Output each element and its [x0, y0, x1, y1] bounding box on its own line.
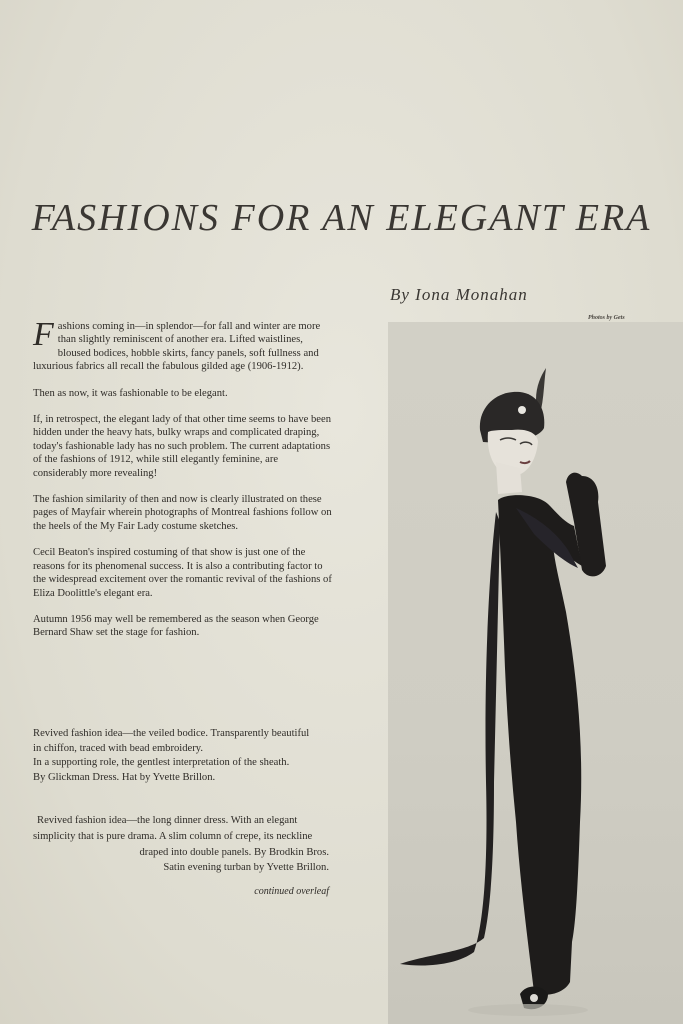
article-paragraph-5: Cecil Beaton's inspired costuming of that show is just one of the reasons for its phenomenal success. It is also a contributing factor to the widespread excitement over the romantic revival of the fashions of Eliza Doolittle's elegant era.: [33, 547, 332, 599]
page-title: FASHIONS FOR AN ELEGANT ERA: [31, 197, 652, 239]
byline: By Iona Monahan: [390, 285, 528, 304]
article-body: [33, 316, 333, 653]
fashion-photo: [388, 322, 683, 1024]
photo-credit: Photos by Gets: [588, 315, 625, 321]
article-paragraph-3: If, in retrospect, the elegant lady of that other time seems to have been hidden under the heavy hats, bulky wraps and complicated draping, today's fashionable lady has no such problem. The current adaptations of the fashions of 1912, while still elegantly feminine, are considerably more revealing!: [33, 414, 331, 479]
continued-overleaf: continued overleaf: [254, 886, 329, 897]
caption-line: Satin evening turban by Yvette Brillon.: [163, 862, 329, 874]
shoe-buckle: [530, 994, 538, 1002]
caption-dinner-dress: [33, 813, 329, 876]
article-paragraph-1: Fashions coming in—in splendor—for fall and winter are more than slightly reminiscent of another era. Lifted waistlines, bloused bodices, hobble skirts, fancy panels, soft fullness and luxurious fabrics all recall the fabulous gilded age (1906-1912).: [33, 316, 321, 373]
caption-line: By Glickman Dress. Hat by Yvette Brillon.: [33, 771, 216, 783]
long-dinner-dress: [498, 495, 582, 995]
draped-panel: [400, 512, 500, 966]
turban-jewel: [518, 406, 526, 414]
caption-line: In a supporting role, the gentlest interpretation of the sheath.: [33, 757, 290, 768]
caption-veiled-bodice: [33, 727, 333, 785]
caption-line: draped into double panels. By Brodkin Bros.: [139, 846, 329, 858]
article-paragraph-4: The fashion similarity of then and now is clearly illustrated on these pages of Mayfair wherein photographs of Montreal fashions follow on the heels of the My Fair Lady costume sketches.: [33, 494, 332, 532]
drop-cap: F: [33, 316, 54, 353]
caption-line: simplicity that is pure drama. A slim column of crepe, its neckline: [33, 830, 313, 842]
model-figure-image: [388, 322, 683, 1024]
article-paragraph-2: Then as now, it was fashionable to be elegant.: [33, 387, 228, 399]
caption-line: Revived fashion idea—the veiled bodice. Transparently beautiful: [33, 728, 310, 739]
caption-line: in chiffon, traced with bead embroidery.: [33, 742, 204, 754]
caption-line: Revived fashion idea—the long dinner dress. With an elegant: [37, 815, 298, 826]
article-paragraph-6: Autumn 1956 may well be remembered as the season when George Bernard Shaw set the stage for fashion.: [33, 613, 319, 639]
